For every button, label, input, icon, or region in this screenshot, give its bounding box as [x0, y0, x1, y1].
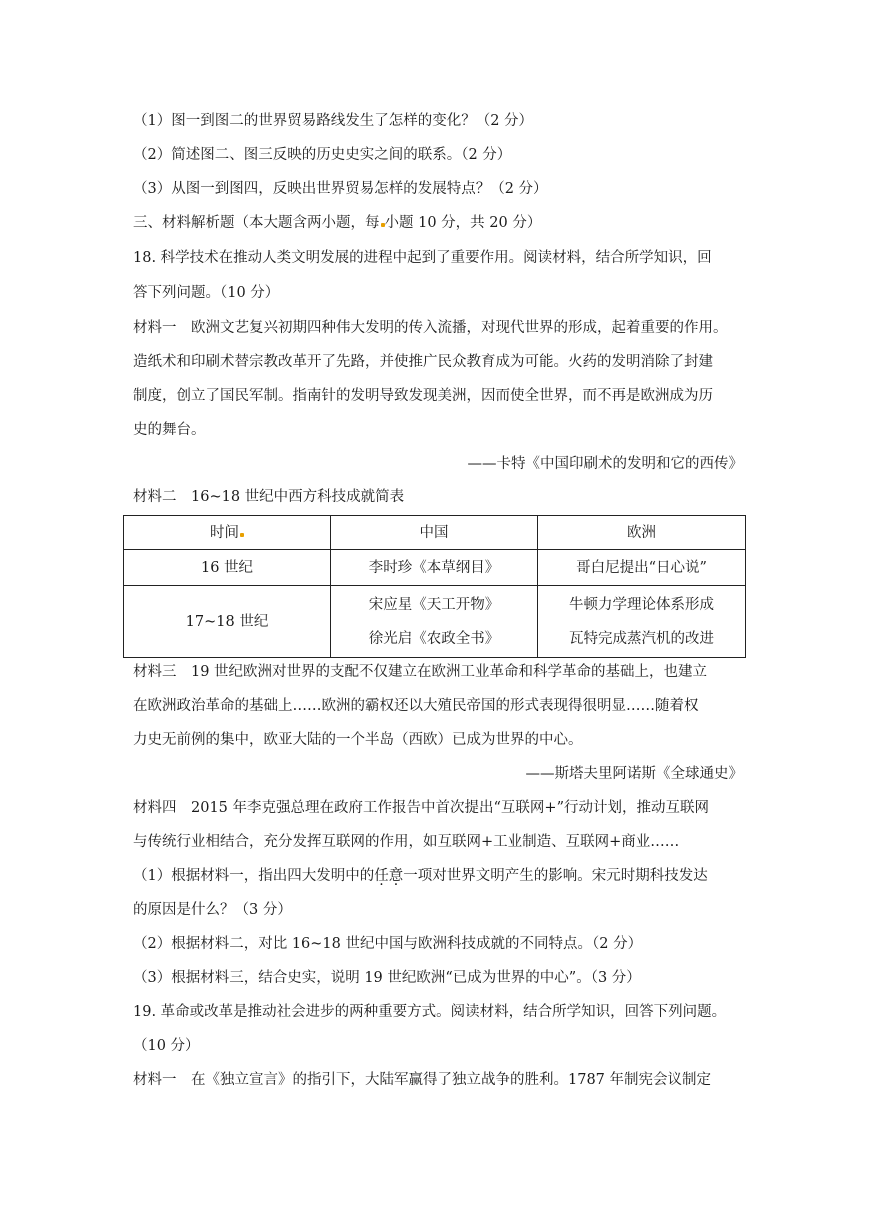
- q18-material3-line2: 在欧洲政治革命的基础上……欧洲的霸权还以大殖民帝国的形式表现得很明显……随着权: [133, 698, 699, 714]
- q17-sub1: （1）图一到图二的世界贸易路线发生了怎样的变化？（2 分）: [133, 113, 534, 129]
- section3-heading: [133, 213, 745, 233]
- q18-material4-line2: 与传统行业相结合，充分发挥互联网的作用，如互联网+工业制造、互联网+商业……: [133, 834, 680, 850]
- table-cell-europe-item: 瓦特完成蒸汽机的改进: [569, 630, 714, 647]
- q18-material1-line3: 制度，创立了国民军制。指南针的发明导致发现美洲，因而使全世界，而不再是欧洲成为历: [133, 388, 713, 404]
- q18-material3-line3: 力史无前例的集中，欧亚大陆的一个半岛（西欧）已成为世界的中心。: [133, 732, 583, 748]
- edit-mark-icon: [240, 533, 244, 537]
- q18-material2-title: 材料二 16~18 世纪中西方科技成就简表: [133, 489, 405, 505]
- q18-material1-line1: 材料一 欧洲文艺复兴初期四种伟大发明的传入流播，对现代世界的形成，起着重要的作用。: [133, 320, 728, 336]
- table-cell-china-item: 宋应星《天工开物》: [368, 596, 500, 613]
- q18-material3-source: ——斯塔夫里阿诺斯《全球通史》: [525, 766, 743, 782]
- science-achievements-table: [123, 515, 746, 658]
- q17-sub3: （3）从图一到图四，反映出世界贸易怎样的发展特点？（2 分）: [133, 181, 548, 197]
- q18-sub1-line2: 的原因是什么？（3 分）: [133, 902, 292, 918]
- table-row: [124, 586, 746, 658]
- table-header-time: [124, 516, 331, 550]
- table-header-time-label: 时间: [210, 524, 239, 541]
- section3-heading-part-b: 小题 10 分，共 20 分）: [384, 215, 542, 231]
- q18-material3-line1: 材料三 19 世纪欧洲对世界的支配不仅建立在欧洲工业革命和科学革命的基础上，也建立: [133, 664, 708, 680]
- table-cell-europe-item: 牛顿力学理论体系形成: [569, 596, 714, 613]
- q17-sub2: （2）简述图二、图三反映的历史史实之间的联系。（2 分）: [133, 147, 512, 163]
- emphasis-char: 任: [374, 868, 389, 884]
- q18-stem-line2: 答下列问题。（10 分）: [133, 285, 280, 301]
- q18-sub1-part-a: （1）根据材料一，指出四大发明中的: [133, 868, 375, 884]
- q18-sub3: （3）根据材料三，结合史实，说明 19 世纪欧洲“已成为世界的中心”。（3 分）: [133, 970, 641, 986]
- q18-sub2: （2）根据材料二，对比 16~18 世纪中国与欧洲科技成就的不同特点。（2 分）: [133, 936, 643, 952]
- q19-stem-line2: （10 分）: [133, 1038, 200, 1054]
- table-header-row: [124, 516, 746, 550]
- q18-material1-line2: 造纸术和印刷术替宗教改革开了先路，并使推广民众教育成为可能。火药的发明消除了封建: [133, 354, 713, 370]
- q18-material1-line4: 史的舞台。: [133, 422, 206, 438]
- section3-heading-part-a: 三、材料解析题（本大题含两小题，每: [133, 215, 380, 231]
- table-header-china: 中国: [331, 516, 538, 550]
- table-cell-china-item: 徐光启《农政全书》: [368, 630, 500, 647]
- q19-material1-line1: 材料一 在《独立宣言》的指引下，大陆军赢得了独立战争的胜利。1787 年制宪会议制定: [133, 1072, 712, 1088]
- table-cell-time: 17~18 世纪: [124, 586, 331, 658]
- q19-stem-line1: 19. 革命或改革是推动社会进步的两种重要方式。阅读材料，结合所学知识，回答下列问题。: [133, 1004, 727, 1020]
- table-cell-china: 李时珍《本草纲目》: [331, 550, 538, 586]
- q18-material4-line1: 材料四 2015 年李克强总理在政府工作报告中首次提出“互联网+”行动计划，推动互联网: [133, 800, 709, 816]
- q18-material1-source: ——卡特《中国印刷术的发明和它的西传》: [467, 456, 743, 472]
- emphasis-char: 意: [388, 868, 404, 884]
- q18-sub1-line1: [133, 866, 745, 886]
- table-row: [124, 550, 746, 586]
- q18-stem-line1: 18. 科学技术在推动人类文明发展的进程中起到了重要作用。阅读材料，结合所学知识，回: [133, 250, 712, 266]
- table-cell-china: [331, 586, 538, 658]
- table-cell-europe: [538, 586, 746, 658]
- table-cell-time: 16 世纪: [124, 550, 331, 586]
- q18-sub1-part-d: 一项对世界文明产生的影响。宋元时期科技发达: [403, 868, 708, 884]
- table-cell-europe: 哥白尼提出“日心说”: [538, 550, 746, 586]
- table-header-europe: 欧洲: [538, 516, 746, 550]
